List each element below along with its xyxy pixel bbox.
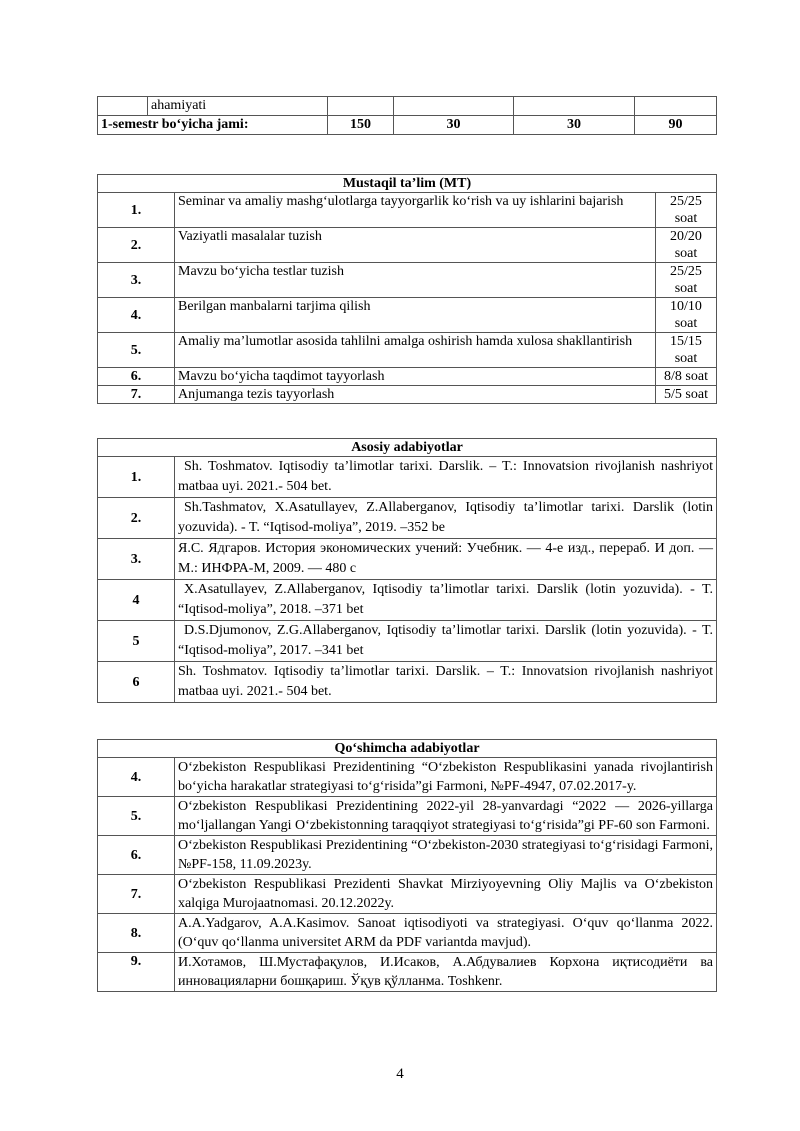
- row-text: Mavzu bo‘yicha taqdimot tayyorlash: [175, 368, 656, 386]
- table-row: [98, 193, 717, 228]
- table-row: [98, 97, 717, 116]
- row-number: 1.: [98, 457, 175, 498]
- row-number: 3.: [98, 539, 175, 580]
- row-text: Berilgan manbalarni tarjima qilish: [175, 298, 656, 333]
- row-number: 9.: [98, 953, 175, 992]
- table-row: [98, 298, 717, 333]
- row-hours: 8/8 soat: [656, 368, 717, 386]
- partial-row-text: ahamiyati: [148, 97, 328, 116]
- row-hours: 10/10 soat: [656, 298, 717, 333]
- additional-literature-table: [97, 739, 717, 992]
- table-row: [98, 333, 717, 368]
- row-number: 8.: [98, 914, 175, 953]
- row-text: O‘zbekiston Respublikasi Prezidenti Shavkat Mirziyoyevning Oliy Majlis va O‘zbekiston xalqiga Murojaatnomasi. 20.12.2022y.: [175, 875, 717, 914]
- table-row: [98, 662, 717, 703]
- row-text: O‘zbekiston Respublikasi Prezidentining 2022-yil 28-yanvardagi “2022 — 2026-yillarga mo‘ljallangan Yangi O‘zbekistonning taraqqiyot strategiyasi to‘g‘risida”gi PF-60 son Farmoni.: [175, 797, 717, 836]
- row-number: 6.: [98, 836, 175, 875]
- row-number: 5: [98, 621, 175, 662]
- table-row: [98, 539, 717, 580]
- semester-totals-table: [97, 96, 717, 135]
- table-row: [98, 758, 717, 797]
- row-number: 4.: [98, 758, 175, 797]
- row-number: 1.: [98, 193, 175, 228]
- table-row: [98, 836, 717, 875]
- main-literature-table: [97, 438, 717, 703]
- row-text: Anjumanga tezis tayyorlash: [175, 386, 656, 404]
- row-text: Vaziyatli masalalar tuzish: [175, 228, 656, 263]
- total-value: 30: [514, 116, 635, 135]
- table-row: [98, 953, 717, 992]
- row-number: 2.: [98, 498, 175, 539]
- row-text: D.S.Djumonov, Z.G.Allaberganov, Iqtisodiy ta’limotlar tarixi. Darslik (lotin yozuvida). - T. “Iqtisod-moliya”, 2017. –341 bet: [175, 621, 717, 662]
- row-text: O‘zbekiston Respublikasi Prezidentining “O‘zbekiston-2030 strategiyasi to‘g‘risidagi Farmoni, №PF-158, 11.09.2023y.: [175, 836, 717, 875]
- total-value: 90: [635, 116, 717, 135]
- row-text: И.Хотамов, Ш.Мустафақулов, И.Исаков, А.Абдувалиев Корхона иқтисодиёти ва инновацияларни бошқариш. Ўқув қўлланма. Toshkenr.: [175, 953, 717, 992]
- section-title: Asosiy adabiyotlar: [98, 439, 717, 457]
- section-title: Qo‘shimcha adabiyotlar: [98, 740, 717, 758]
- row-text: Sh. Toshmatov. Iqtisodiy ta’limotlar tarixi. Darslik. – T.: Innovatsion rivojlanish nashriyot matbaa uyi. 2021.- 504 bet.: [175, 457, 717, 498]
- row-hours: 5/5 soat: [656, 386, 717, 404]
- table-row: [98, 498, 717, 539]
- row-text: Sh. Toshmatov. Iqtisodiy ta’limotlar tarixi. Darslik. – T.: Innovatsion rivojlanish nashriyot matbaa uyi. 2021.- 504 bet.: [175, 662, 717, 703]
- table-row: [98, 875, 717, 914]
- row-hours: 25/25 soat: [656, 193, 717, 228]
- row-number: 3.: [98, 263, 175, 298]
- table-row: [98, 580, 717, 621]
- table-header-row: [98, 439, 717, 457]
- row-text: O‘zbekiston Respublikasi Prezidentining “O‘zbekiston Respublikasini yanada rivojlantirish bo‘yicha harakatlar strategiyasi to‘g‘risida”gi Farmoni, №PF-4947, 07.02.2017-y.: [175, 758, 717, 797]
- table-row: [98, 116, 717, 135]
- table-row: [98, 228, 717, 263]
- row-text: Sh.Tashmatov, X.Asatullayev, Z.Allaberganov, Iqtisodiy ta’limotlar tarixi. Darslik (lotin yozuvida). - T. “Iqtisod-moliya”, 2019. –352 be: [175, 498, 717, 539]
- total-value: 150: [328, 116, 394, 135]
- table-row: [98, 368, 717, 386]
- row-hours: 20/20 soat: [656, 228, 717, 263]
- row-number: 5.: [98, 333, 175, 368]
- row-number: 4: [98, 580, 175, 621]
- total-label: 1-semestr bo‘yicha jami:: [98, 116, 328, 135]
- independent-study-table: [97, 174, 717, 404]
- row-number: 7.: [98, 875, 175, 914]
- table-row: [98, 621, 717, 662]
- table-row: [98, 386, 717, 404]
- row-number: 4.: [98, 298, 175, 333]
- page-number: 4: [396, 1066, 404, 1082]
- row-text: X.Asatullayev, Z.Allaberganov, Iqtisodiy ta’limotlar tarixi. Darslik (lotin yozuvida). - T. “Iqtisod-moliya”, 2018. –371 bet: [175, 580, 717, 621]
- row-number: 7.: [98, 386, 175, 404]
- row-text: Seminar va amaliy mashg‘ulotlarga tayyorgarlik ko‘rish va uy ishlarini bajarish: [175, 193, 656, 228]
- row-text: Mavzu bo‘yicha testlar tuzish: [175, 263, 656, 298]
- table-row: [98, 457, 717, 498]
- table-row: [98, 263, 717, 298]
- row-hours: 25/25 soat: [656, 263, 717, 298]
- table-row: [98, 797, 717, 836]
- section-title: Mustaqil ta’lim (MT): [98, 175, 717, 193]
- row-text: A.A.Yadgarov, A.A.Kasimov. Sanoat iqtisodiyoti va strategiyasi. O‘quv qo‘llanma 2022. (O‘quv qo‘llanma universitet ARM da PDF variantda mavjud).: [175, 914, 717, 953]
- row-number: 5.: [98, 797, 175, 836]
- row-number: 2.: [98, 228, 175, 263]
- row-hours: 15/15 soat: [656, 333, 717, 368]
- table-row: [98, 914, 717, 953]
- row-number: 6: [98, 662, 175, 703]
- table-header-row: [98, 175, 717, 193]
- row-text: Amaliy ma’lumotlar asosida tahlilni amalga oshirish hamda xulosa shakllantirish: [175, 333, 656, 368]
- row-number: 6.: [98, 368, 175, 386]
- total-value: 30: [394, 116, 514, 135]
- table-header-row: [98, 740, 717, 758]
- row-text: Я.С. Ядгаров. История экономических учений: Учебник. — 4-е изд., перераб. И доп. — М.: ИНФРА-М, 2009. — 480 с: [175, 539, 717, 580]
